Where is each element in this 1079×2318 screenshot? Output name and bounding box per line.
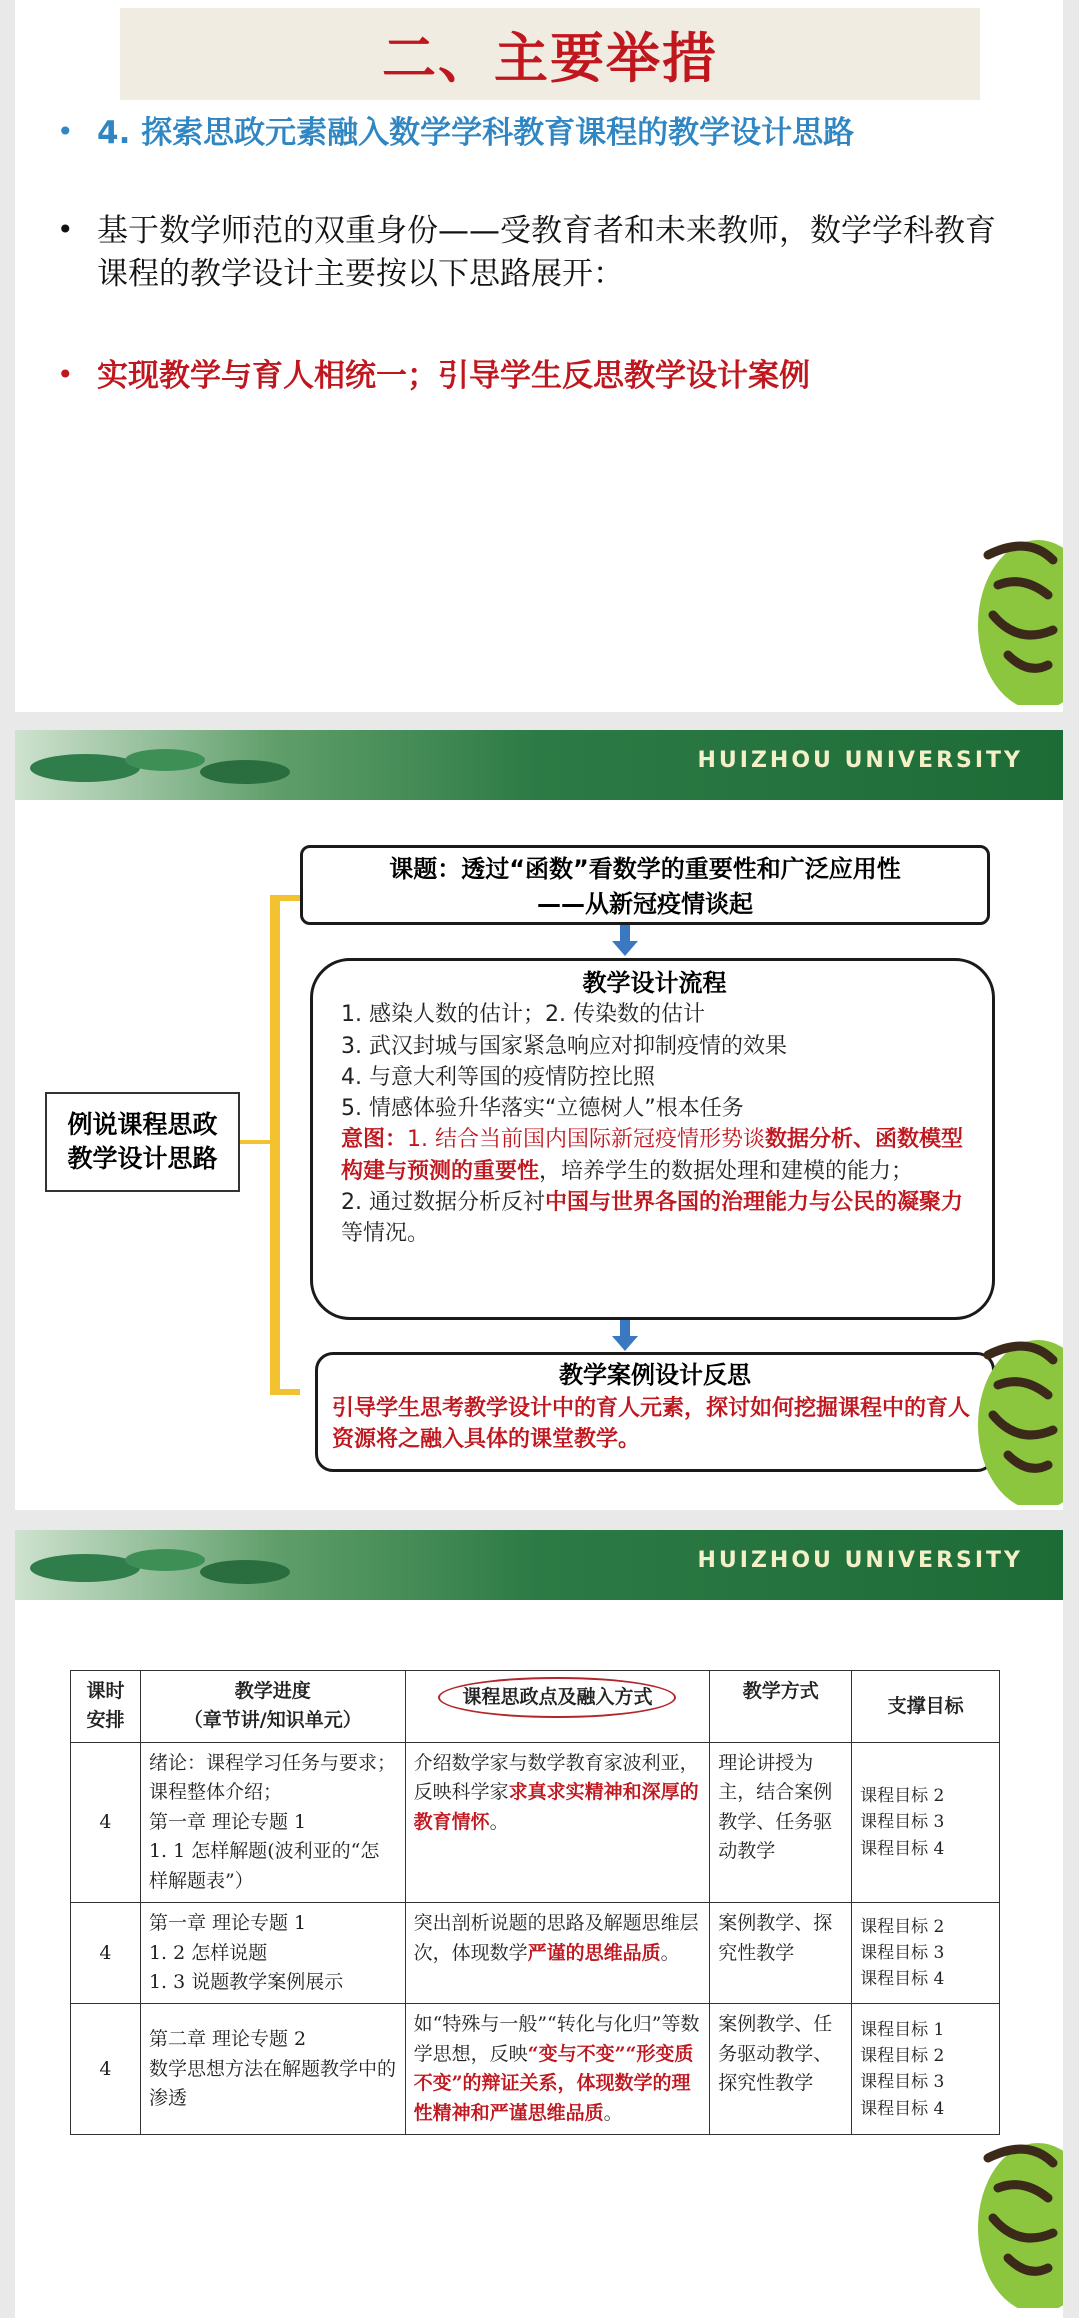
goal-item: 课程目标 4 <box>860 1969 945 1990</box>
header-method: 教学方式 <box>710 1671 852 1743</box>
intent-2-b: 中国与世界各国的治理能力与公民的凝聚力 <box>544 1189 963 1215</box>
intent-1 <box>341 1124 968 1186</box>
row-goals <box>852 1742 1000 1902</box>
flow-item: 3. 武汉封城与国家紧急响应对抑制疫情的效果 <box>341 1033 787 1059</box>
ideology-text: 突出剖析说题的思路及解题思维层次，体现数学 <box>413 1912 699 1964</box>
bullet-2 <box>57 210 1017 297</box>
ideology-highlight: 严谨的思维品质 <box>527 1941 661 1964</box>
intent-1-c: ，培养学生的数据处理和建模的能力； <box>539 1158 914 1184</box>
table-row <box>71 1742 1000 1902</box>
topic-line-1: 课题：透过“函数”看数学的重要性和广泛应用性 <box>389 855 901 883</box>
ideology-end: 。 <box>603 2101 623 2124</box>
row-hours: 4 <box>71 2004 141 2135</box>
course-plan-table <box>70 1670 1000 2135</box>
banner-brand: HUIZHOU UNIVERSITY <box>697 1548 1023 1573</box>
table-header-row <box>71 1671 1000 1743</box>
row-goals <box>852 1903 1000 2004</box>
flow-item: 4. 与意大利等国的疫情防控比照 <box>341 1064 655 1090</box>
university-banner <box>15 1530 1063 1600</box>
university-banner <box>15 730 1063 800</box>
calligraphy-decoration-icon <box>968 515 1063 705</box>
bracket-bottom <box>270 1389 300 1395</box>
goal-item: 课程目标 3 <box>860 2072 945 2093</box>
bullet-3-text: 实现教学与育人相统一；引导学生反思教学设计案例 <box>97 358 810 394</box>
row-hours: 4 <box>71 1742 141 1902</box>
ideology-end: 。 <box>660 1941 680 1964</box>
topic-box <box>300 845 990 925</box>
table-row <box>71 1903 1000 2004</box>
slide-3 <box>15 1530 1063 2318</box>
lotus-leaf-icon <box>15 1530 315 1600</box>
progress-line: 第二章 理论专题 2 <box>148 2028 307 2051</box>
row-goals <box>852 2004 1000 2135</box>
row-progress <box>140 2004 405 2135</box>
goal-item: 课程目标 4 <box>860 1838 945 1859</box>
flow-item: 1. 感染人数的估计；2. 传染数的估计 <box>341 1002 705 1028</box>
bracket-line <box>270 895 280 1395</box>
ideology-highlight: “变与不变”“形变质不变”的辩证关系，体现数学的理性精神和严谨思维品质 <box>413 2042 694 2124</box>
row-method: 理论讲授为主，结合案例教学、任务驱动教学 <box>710 1742 852 1902</box>
flow-box <box>310 958 995 1320</box>
reflection-text: 引导学生思考教学设计中的育人元素，探讨如何挖掘课程中的育人资源将之融入具体的课堂教学。 <box>332 1395 971 1453</box>
reflection-box <box>315 1352 995 1472</box>
progress-line: 1. 1 怎样解题(波利亚的“怎样解题表”） <box>148 1840 380 1892</box>
intent-2 <box>341 1187 968 1249</box>
reflection-title: 教学案例设计反思 <box>559 1361 751 1389</box>
ideology-highlight: 求真求实精神和深厚的教育情怀 <box>413 1781 699 1833</box>
row-ideology <box>405 1903 710 2004</box>
calligraphy-decoration-icon <box>968 1315 1063 1505</box>
row-ideology <box>405 1742 710 1902</box>
left-label: 例说课程思政教学设计思路 <box>67 1110 218 1173</box>
row-hours: 4 <box>71 1903 141 2004</box>
flow-title: 教学设计流程 <box>582 969 727 997</box>
header-hours: 课时安排 <box>71 1671 141 1743</box>
topic-line-2: ——从新冠疫情谈起 <box>537 889 753 918</box>
slide-2 <box>15 730 1063 1510</box>
goal-item: 课程目标 2 <box>860 2045 945 2066</box>
row-progress <box>140 1742 405 1902</box>
intent-2-a: 2. 通过数据分析反衬 <box>341 1189 545 1215</box>
goal-item: 课程目标 3 <box>860 1943 945 1964</box>
progress-line: 1. 3 说题教学案例展示 <box>148 1970 344 1993</box>
calligraphy-decoration-icon <box>968 2118 1063 2308</box>
header-ideology-label: 课程思政点及融入方式 <box>438 1677 676 1718</box>
arrow-down-icon <box>610 1320 640 1352</box>
banner-brand: HUIZHOU UNIVERSITY <box>697 748 1023 773</box>
row-method: 案例教学、探究性教学 <box>710 1903 852 2004</box>
arrow-down-icon <box>610 925 640 957</box>
progress-line: 第一章 理论专题 1 <box>148 1912 307 1935</box>
goal-item: 课程目标 1 <box>860 2019 945 2040</box>
goal-item: 课程目标 2 <box>860 1916 945 1937</box>
bullet-3 <box>57 355 1017 398</box>
lotus-leaf-icon <box>15 730 315 800</box>
bullet-1-text: 4. 探索思政元素融入数学学科教育课程的教学设计思路 <box>97 115 855 151</box>
bracket-connector <box>240 1140 272 1144</box>
table-row <box>71 2004 1000 2135</box>
header-goal: 支撑目标 <box>852 1671 1000 1743</box>
goal-item: 课程目标 3 <box>860 1812 945 1833</box>
goal-item: 课程目标 2 <box>860 1785 945 1806</box>
bullet-2-text: 基于数学师范的双重身份——受教育者和未来教师，数学学科教育课程的教学设计主要按以下思路展开： <box>97 213 996 293</box>
intent-2-c: 等情况。 <box>341 1221 430 1247</box>
header-progress-label: 教学进度 <box>234 1680 311 1702</box>
left-label-box <box>45 1092 240 1192</box>
progress-line: 绪论：课程学习任务与要求；课程整体介绍； <box>148 1751 396 1804</box>
ideology-text: 如“特殊与一般”“转化与化归”等数学思想，反映 <box>413 2013 700 2065</box>
bullet-1 <box>57 112 1017 155</box>
flow-item: 5. 情感体验升华落实“立德树人”根本任务 <box>341 1096 744 1122</box>
header-ideology <box>405 1671 710 1743</box>
progress-line: 数学思想方法在解题教学中的渗透 <box>148 2057 396 2109</box>
row-ideology <box>405 2004 710 2135</box>
header-progress <box>140 1671 405 1743</box>
progress-line: 1. 2 怎样说题 <box>148 1941 268 1964</box>
ideology-end: 。 <box>489 1810 509 1833</box>
intent-1-a: 1. 结合当前国内国际新冠疫情形势谈 <box>407 1127 766 1153</box>
slide-title: 二、主要举措 <box>382 25 718 90</box>
intent-1-b: 数据分析、函数模型构建与预测的重要性 <box>341 1127 964 1184</box>
ideology-text: 介绍数学家与数学教育家波利亚，反映科学家 <box>413 1751 699 1804</box>
slide-title-bar <box>120 8 980 100</box>
bullet-dot-icon: • <box>57 115 74 148</box>
progress-line: 第一章 理论专题 1 <box>148 1810 307 1833</box>
intent-label: 意图： <box>341 1127 408 1153</box>
bracket-top <box>270 895 300 901</box>
slide-1 <box>15 0 1063 712</box>
row-method: 案例教学、任务驱动教学、探究性教学 <box>710 2004 852 2135</box>
row-progress <box>140 1903 405 2004</box>
bullet-dot-icon: • <box>57 213 74 246</box>
goal-item: 课程目标 4 <box>860 2098 945 2119</box>
bullet-dot-icon: • <box>57 358 74 391</box>
header-progress-sub: （章节讲/知识单元） <box>183 1709 362 1732</box>
